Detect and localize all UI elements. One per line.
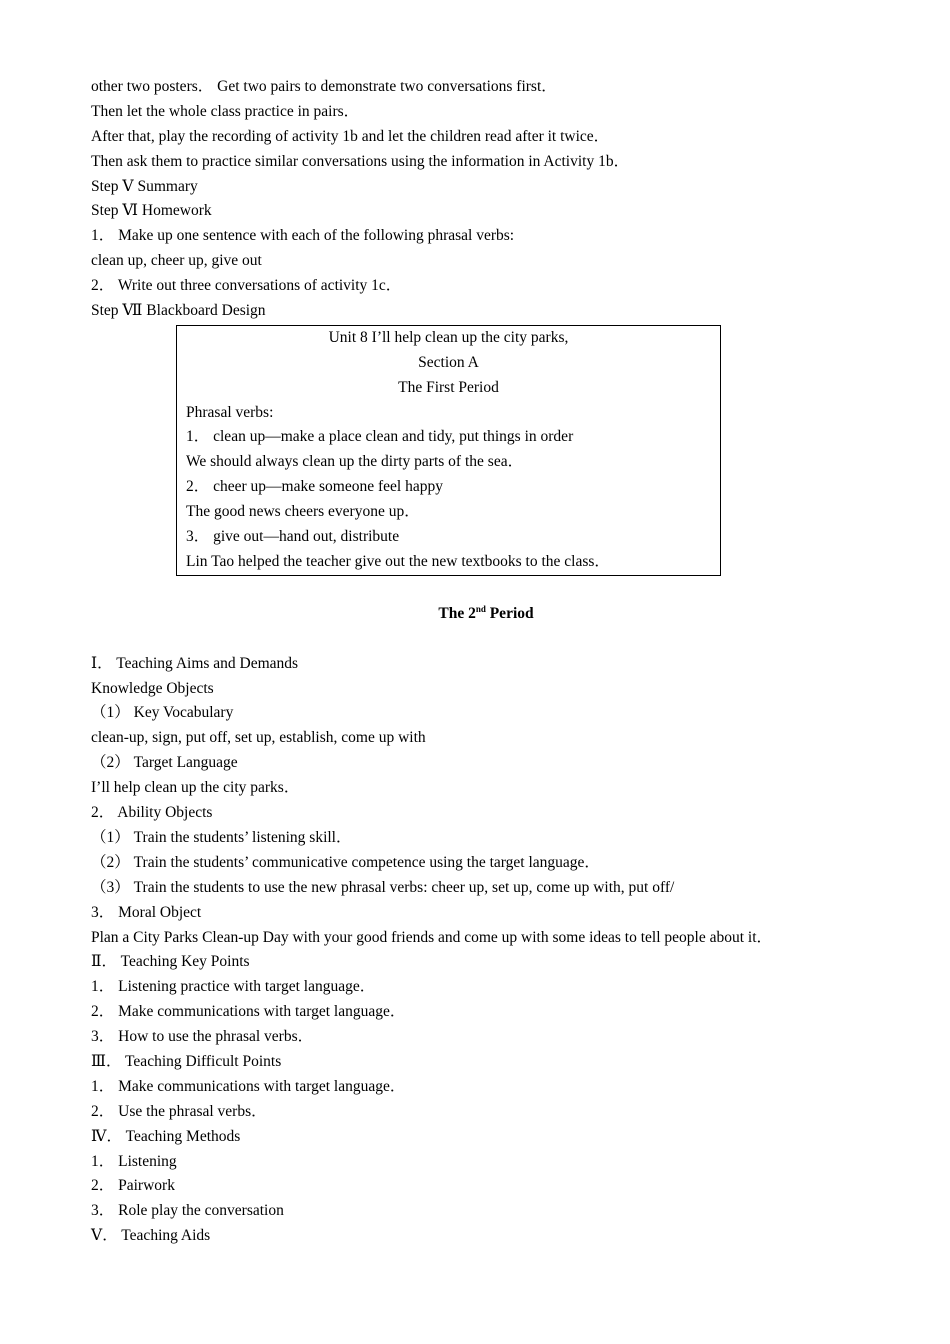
text-line: 1． Listening	[91, 1152, 177, 1170]
text-line: I’ll help clean up the city parks．	[91, 779, 300, 797]
text-line: （1） Key Vocabulary	[91, 704, 234, 722]
text-line: 2． Pairwork	[91, 1177, 175, 1195]
text-line: （2） Target Language	[91, 754, 238, 772]
blackboard-design-box	[176, 325, 721, 576]
blackboard-section: Section A	[418, 353, 479, 371]
second-period-title-sup: nd	[475, 603, 486, 614]
step-heading: Step Ⅴ Summary	[91, 177, 198, 195]
section-heading: Ⅳ． Teaching Methods	[91, 1127, 241, 1145]
text-line: 2． Write out three conversations of activity 1c．	[91, 277, 402, 295]
text-line: 1． Listening practice with target language．	[91, 978, 376, 996]
bottom-text-block	[91, 652, 871, 1249]
blackboard-line: We should always clean up the dirty parts of the sea．	[186, 453, 524, 471]
blackboard-period: The First Period	[398, 378, 499, 396]
blackboard-line: 3． give out—hand out, distribute	[186, 528, 400, 546]
section-heading: Ⅰ． Teaching Aims and Demands	[91, 654, 299, 672]
step-heading: Step Ⅶ Blackboard Design	[91, 302, 266, 320]
text-line: Knowledge Objects	[91, 679, 214, 697]
text-line: 3． How to use the phrasal verbs．	[91, 1028, 314, 1046]
text-line: 3． Role play the conversation	[91, 1202, 284, 1220]
blackboard-line: 1． clean up—make a place clean and tidy, put things in order	[186, 428, 574, 446]
text-line: （1） Train the students’ listening skill．	[91, 828, 352, 846]
text-line: 3． Moral Object	[91, 903, 202, 921]
text-line: 2． Use the phrasal verbs．	[91, 1102, 267, 1120]
text-line: 1． Make communications with target language．	[91, 1077, 406, 1095]
text-line: Then let the whole class practice in pairs．	[91, 102, 360, 120]
text-line: Plan a City Parks Clean-up Day with your good friends and come up with some ideas to tell people about it．	[91, 928, 773, 946]
document-page	[91, 75, 871, 1249]
text-line: （3） Train the students to use the new phrasal verbs: cheer up, set up, come up with, put off/	[91, 878, 675, 896]
blackboard-title: Unit 8 I’ll help clean up the city parks,	[328, 328, 569, 346]
text-line: other two posters． Get two pairs to demonstrate two conversations first．	[91, 78, 557, 95]
text-line: 1． Make up one sentence with each of the following phrasal verbs:	[91, 227, 515, 245]
text-line: After that, play the recording of activity 1b and let the children read after it twice．	[91, 127, 610, 145]
text-line: （2） Train the students’ communicative competence using the target language．	[91, 853, 600, 871]
section-heading: Ⅲ． Teaching Difficult Points	[91, 1052, 282, 1070]
blackboard-line: 2． cheer up—make someone feel happy	[186, 478, 443, 496]
blackboard-line: The good news cheers everyone up．	[186, 503, 420, 521]
text-line: clean up, cheer up, give out	[91, 252, 262, 270]
text-line: 2． Make communications with target language．	[91, 1003, 406, 1021]
second-period-title	[91, 602, 881, 627]
text-line: clean-up, sign, put off, set up, establish, come up with	[91, 729, 426, 747]
section-heading: Ⅴ． Teaching Aids	[91, 1227, 211, 1245]
blackboard-line: Lin Tao helped the teacher give out the new textbooks to the class．	[186, 552, 610, 570]
top-text-block	[91, 75, 871, 324]
step-heading: Step Ⅵ Homework	[91, 202, 212, 220]
blackboard-line: Phrasal verbs:	[186, 403, 274, 421]
text-line: 2． Ability Objects	[91, 804, 213, 822]
second-period-title-pre: The 2	[438, 604, 476, 622]
second-period-title-post: Period	[485, 604, 534, 622]
section-heading: Ⅱ． Teaching Key Points	[91, 953, 250, 971]
text-line: Then ask them to practice similar conversations using the information in Activity 1b．	[91, 152, 630, 170]
